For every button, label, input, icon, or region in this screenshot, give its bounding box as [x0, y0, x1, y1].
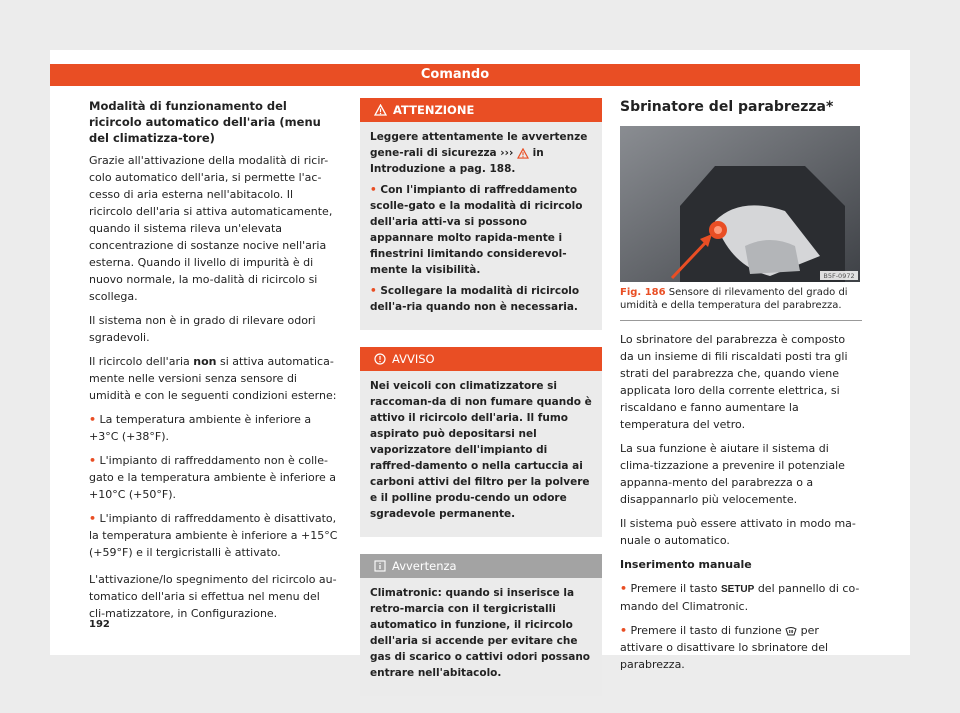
paragraph: Il sistema non è in grado di rilevare odori sgradevoli. [89, 314, 316, 344]
bullet-icon: • [370, 184, 377, 196]
windshield-sensor-illustration [620, 126, 860, 282]
setup-key-label: SETUP [720, 584, 755, 595]
note-body [360, 578, 602, 696]
bullet-icon: • [89, 512, 97, 525]
text: Premere il tasto di funzione [630, 624, 786, 637]
list-item [370, 283, 592, 315]
bullet-icon: • [89, 413, 97, 426]
list-item-text: L'impianto di raffreddamento non è colle-gato e la temperatura ambiente è inferiore a +10°C (+50°F). [89, 454, 337, 501]
column-middle [360, 98, 602, 713]
warning-triangle-icon [374, 104, 387, 116]
bullet-icon: • [620, 624, 628, 637]
warning-title: ATTENZIONE [393, 103, 475, 117]
bullet-icon: • [89, 454, 97, 467]
list-item-text: La temperatura ambiente è inferiore a +3°C (+38°F). [89, 413, 312, 443]
section-title: Sbrinatore del parabrezza* [620, 99, 834, 115]
notice-title: AVVISO [392, 352, 435, 366]
paragraph: Lo sbrinatore del parabrezza è composto da un insieme di fili riscaldati posti tra gli strati del parabrezza che, quando viene applicata loro della corrente elettrica, si riscaldano e fanno aumentare la temperatura del vetro. [620, 333, 848, 431]
warning-triangle-icon [517, 148, 529, 159]
note-title: Avvertenza [392, 559, 457, 573]
warning-body [360, 122, 602, 330]
list-item-text: L'impianto di raffreddamento è disattivato, la temperatura ambiente è inferiore a +15°C (+59°F) e il tergicristalli è attivato. [89, 512, 338, 559]
list-item [89, 452, 339, 503]
paragraph [89, 353, 339, 404]
paragraph [370, 129, 592, 177]
paragraph: L'attivazione/lo spegnimento del ricircolo au-tomatico dell'aria si effettua nel menu del cli-matizzatore, in Configurazione. [89, 573, 337, 620]
info-square-icon [374, 560, 386, 572]
paragraph: La sua funzione è aiutare il sistema di clima-tizzazione a prevenire il potenziale appanna-mento del parabrezza o a disappannarlo più velocemente. [620, 442, 845, 506]
windshield-defrost-icon [785, 626, 797, 636]
info-circle-icon [374, 353, 386, 365]
text: del pannello di co-mando del Climatronic. [620, 582, 860, 613]
warning-header [360, 98, 602, 122]
paragraph: Climatronic: quando si inserisce la retro-marcia con il tergicristalli automatico in funzione, il ricircolo dell'aria si accende per evitare che gas di scarico o cattivi odori possano entrare nell'abitacolo. [370, 587, 591, 679]
chapter-header: Comando [50, 64, 860, 86]
figure-caption [620, 286, 862, 321]
paragraph: Nei veicoli con climatizzatore si raccoman-da di non fumare quando è attivo il ricircolo dell'aria. Il fumo aspirato può depositarsi nel vaporizzatore dell'impianto di raffred-damento o nella cartuccia ai carboni attivi del filtro per la polvere e il polline produ-cendo un odore sgradevole permanente. [370, 380, 592, 520]
warning-box [360, 98, 602, 330]
subheading: Inserimento manuale [620, 558, 752, 571]
column-left [89, 98, 339, 629]
caption-text: Sensore di rilevamento del grado di umidità e della temperatura del parabrezza. [620, 287, 848, 311]
figure-image [620, 126, 860, 282]
section-heading: Modalità di funzionamento del ricircolo automatico dell'aria (menu del climatizza-tore) [89, 99, 321, 145]
column-right [620, 98, 862, 680]
notice-box [360, 347, 602, 537]
text: si attiva automatica-mente nelle versioni senza sensore di umidità e con le seguenti condizioni esterne: [89, 355, 337, 402]
bullet-icon: • [620, 582, 628, 595]
text: per attivare o disattivare lo sbrinatore del parabrezza. [620, 624, 829, 671]
bold-text: non [193, 355, 217, 368]
page-number: 192 [89, 619, 110, 630]
text: Premere il tasto [630, 582, 721, 595]
list-item-text: Scollegare la modalità di ricircolo dell'a-ria quando non è necessaria. [370, 285, 580, 313]
list-item [89, 510, 339, 561]
paragraph: Il sistema può essere attivato in modo ma-nuale o automatico. [620, 517, 856, 547]
image-code: B5F-0972 [823, 272, 855, 280]
notice-header [360, 347, 602, 371]
bullet-icon: • [370, 285, 377, 297]
note-header [360, 554, 602, 578]
list-item [89, 411, 339, 445]
notice-body [360, 371, 602, 537]
note-box [360, 554, 602, 696]
text: Leggere attentamente le avvertenze gene-rali di sicurezza ››› [370, 131, 588, 159]
text: Il ricircolo dell'aria [89, 355, 194, 368]
list-item-text: Con l'impianto di raffreddamento scolle-gato e la modalità di ricircolo dell'aria atti-va si possono appannare molto rapida-mente i finestrini limitando considerevol-mente la visibilità. [370, 184, 583, 276]
figure-label: Fig. 186 [620, 287, 666, 298]
list-item [620, 580, 862, 615]
text: in Introduzione a pag. 188. [370, 147, 544, 175]
paragraph: Grazie all'attivazione della modalità di ricir-colo automatico dell'aria, si permette l'ac-cesso di aria esterna nell'abitacolo. Il ricircolo dell'aria si attiva automaticamente, quando il sistema rileva un'elevata concentrazione di sostanze nocive nell'aria esterna. Quando il livello di impurità è di nuovo normale, la mo-dalità di ricircolo si scollega. [89, 154, 333, 303]
list-item [370, 182, 592, 278]
list-item [620, 622, 862, 673]
